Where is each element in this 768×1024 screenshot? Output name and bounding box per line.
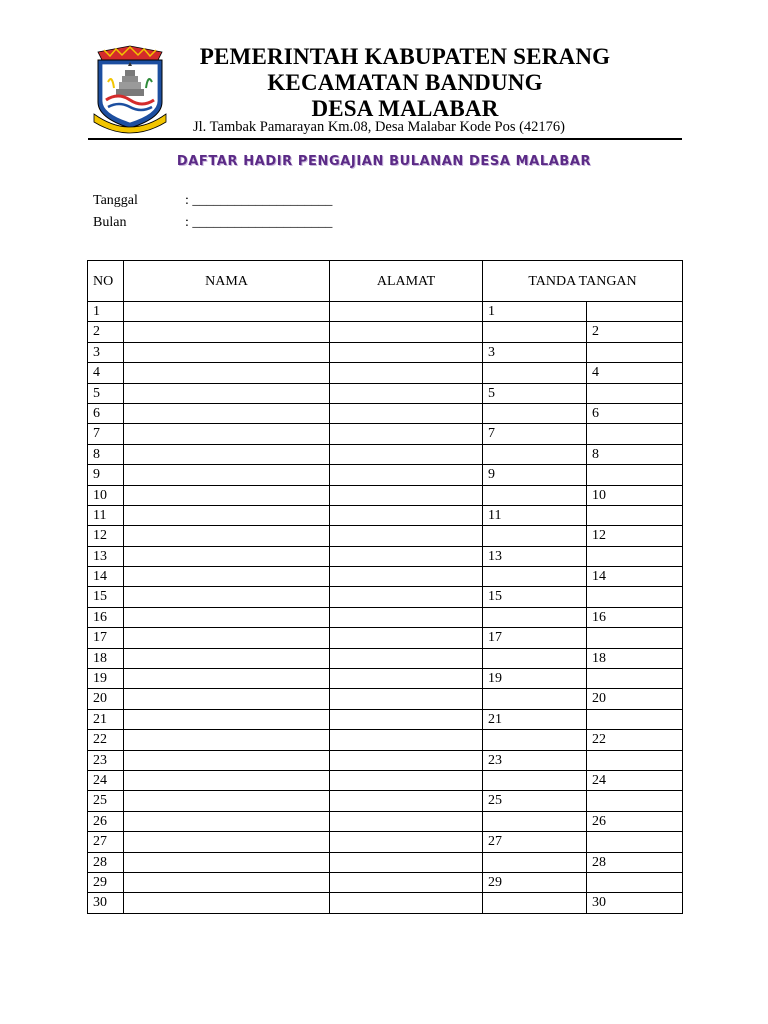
table-row: [88, 811, 683, 831]
signature-cell-right[interactable]: [587, 465, 683, 485]
signature-cell-right[interactable]: [587, 832, 683, 852]
name-cell[interactable]: [124, 485, 330, 505]
table-row: [88, 893, 683, 913]
signature-number-right[interactable]: 4: [587, 363, 683, 383]
address-cell[interactable]: [330, 811, 483, 831]
name-cell[interactable]: [124, 832, 330, 852]
signature-cell-right[interactable]: [587, 342, 683, 362]
signature-number-left[interactable]: 17: [483, 628, 587, 648]
name-cell[interactable]: [124, 424, 330, 444]
row-number: 6: [88, 403, 124, 423]
table-row: [88, 322, 683, 342]
name-cell[interactable]: [124, 872, 330, 892]
row-number: 15: [88, 587, 124, 607]
signature-number-right[interactable]: 18: [587, 648, 683, 668]
name-cell[interactable]: [124, 811, 330, 831]
signature-cell-left[interactable]: [483, 648, 587, 668]
signature-cell-right[interactable]: [587, 302, 683, 322]
address-cell[interactable]: [330, 791, 483, 811]
address-cell[interactable]: [330, 709, 483, 729]
col-nama: NAMA: [124, 261, 330, 302]
signature-cell-right[interactable]: [587, 750, 683, 770]
row-number: 27: [88, 832, 124, 852]
address-cell[interactable]: [330, 770, 483, 790]
signature-cell-right[interactable]: [587, 587, 683, 607]
address-cell[interactable]: [330, 730, 483, 750]
name-cell[interactable]: [124, 587, 330, 607]
address-cell[interactable]: [330, 403, 483, 423]
row-number: 5: [88, 383, 124, 403]
row-number: 20: [88, 689, 124, 709]
signature-number-left[interactable]: 23: [483, 750, 587, 770]
signature-number-left[interactable]: 21: [483, 709, 587, 729]
signature-cell-left[interactable]: [483, 607, 587, 627]
row-number: 18: [88, 648, 124, 668]
row-number: 26: [88, 811, 124, 831]
row-number: 7: [88, 424, 124, 444]
signature-cell-left[interactable]: [483, 811, 587, 831]
address-cell[interactable]: [330, 852, 483, 872]
name-cell[interactable]: [124, 342, 330, 362]
name-cell[interactable]: [124, 302, 330, 322]
table-row: [88, 852, 683, 872]
signature-cell-left[interactable]: [483, 526, 587, 546]
document-title: DAFTAR HADIR PENGAJIAN BULANAN DESA MALABAR: [176, 154, 592, 169]
table-row: [88, 607, 683, 627]
signature-number-left[interactable]: 1: [483, 302, 587, 322]
signature-number-right[interactable]: 26: [587, 811, 683, 831]
row-number: 28: [88, 852, 124, 872]
table-row: [88, 546, 683, 566]
name-cell[interactable]: [124, 730, 330, 750]
signature-number-right[interactable]: 24: [587, 770, 683, 790]
address-cell[interactable]: [330, 505, 483, 525]
address-cell[interactable]: [330, 832, 483, 852]
row-number: 8: [88, 444, 124, 464]
signature-number-right[interactable]: 30: [587, 893, 683, 913]
name-cell[interactable]: [124, 628, 330, 648]
row-number: 12: [88, 526, 124, 546]
attendance-table: [87, 260, 683, 914]
name-cell[interactable]: [124, 669, 330, 689]
col-alamat: ALAMAT: [330, 261, 483, 302]
col-tanda-tangan: TANDA TANGAN: [483, 261, 683, 302]
signature-cell-left[interactable]: [483, 567, 587, 587]
field-month: [93, 215, 332, 231]
name-cell[interactable]: [124, 607, 330, 627]
address-cell[interactable]: [330, 689, 483, 709]
signature-cell-left[interactable]: [483, 893, 587, 913]
signature-cell-right[interactable]: [587, 383, 683, 403]
table-row: [88, 791, 683, 811]
signature-number-left[interactable]: 15: [483, 587, 587, 607]
row-number: 13: [88, 546, 124, 566]
header-line-3: DESA MALABAR: [311, 96, 499, 121]
table-row: [88, 648, 683, 668]
name-cell[interactable]: [124, 893, 330, 913]
row-number: 4: [88, 363, 124, 383]
table-row: [88, 669, 683, 689]
row-number: 23: [88, 750, 124, 770]
header-address: Jl. Tambak Pamarayan Km.08, Desa Malabar Kode Pos (42176): [193, 119, 566, 135]
address-cell[interactable]: [330, 893, 483, 913]
signature-number-right[interactable]: 6: [587, 403, 683, 423]
address-cell[interactable]: [330, 485, 483, 505]
address-cell[interactable]: [330, 750, 483, 770]
name-cell[interactable]: [124, 567, 330, 587]
field-date-label: Tanggal: [93, 193, 138, 208]
row-number: 19: [88, 669, 124, 689]
row-number: 10: [88, 485, 124, 505]
signature-number-right[interactable]: 22: [587, 730, 683, 750]
signature-number-left[interactable]: 3: [483, 342, 587, 362]
header-line-2: KECAMATAN BANDUNG: [267, 70, 543, 95]
row-number: 16: [88, 607, 124, 627]
attendance-rows: [88, 302, 683, 914]
name-cell[interactable]: [124, 791, 330, 811]
row-number: 30: [88, 893, 124, 913]
signature-number-left[interactable]: 11: [483, 505, 587, 525]
signature-cell-left[interactable]: [483, 485, 587, 505]
address-cell[interactable]: [330, 342, 483, 362]
row-number: 25: [88, 791, 124, 811]
signature-number-left[interactable]: 13: [483, 546, 587, 566]
signature-cell-left[interactable]: [483, 770, 587, 790]
table-header-row: [88, 261, 683, 302]
address-cell[interactable]: [330, 567, 483, 587]
signature-number-left[interactable]: 9: [483, 465, 587, 485]
table-row: [88, 526, 683, 546]
signature-cell-left[interactable]: [483, 444, 587, 464]
signature-number-right[interactable]: 10: [587, 485, 683, 505]
table-row: [88, 465, 683, 485]
address-cell[interactable]: [330, 465, 483, 485]
name-cell[interactable]: [124, 689, 330, 709]
address-cell[interactable]: [330, 546, 483, 566]
table-row: [88, 709, 683, 729]
name-cell[interactable]: [124, 750, 330, 770]
signature-number-right[interactable]: 20: [587, 689, 683, 709]
name-cell[interactable]: [124, 383, 330, 403]
letterhead: [190, 44, 620, 122]
table-row: [88, 872, 683, 892]
name-cell[interactable]: [124, 505, 330, 525]
name-cell[interactable]: [124, 546, 330, 566]
signature-number-right[interactable]: 28: [587, 852, 683, 872]
header-line-1: PEMERINTAH KABUPATEN SERANG: [199, 44, 611, 69]
table-row: [88, 342, 683, 362]
table-row: [88, 730, 683, 750]
signature-cell-left[interactable]: [483, 363, 587, 383]
address-cell[interactable]: [330, 872, 483, 892]
row-number: 9: [88, 465, 124, 485]
signature-number-right[interactable]: 14: [587, 567, 683, 587]
signature-cell-right[interactable]: [587, 709, 683, 729]
name-cell[interactable]: [124, 770, 330, 790]
signature-number-right[interactable]: 12: [587, 526, 683, 546]
table-row: [88, 587, 683, 607]
signature-number-right[interactable]: 8: [587, 444, 683, 464]
regency-emblem-icon: [92, 44, 168, 136]
row-number: 2: [88, 322, 124, 342]
signature-cell-right[interactable]: [587, 546, 683, 566]
table-row: [88, 628, 683, 648]
field-date-value[interactable]: : ____________________: [185, 193, 333, 208]
signature-cell-right[interactable]: [587, 628, 683, 648]
table-row: [88, 383, 683, 403]
row-number: 29: [88, 872, 124, 892]
address-cell[interactable]: [330, 587, 483, 607]
row-number: 22: [88, 730, 124, 750]
table-row: [88, 444, 683, 464]
address-cell[interactable]: [330, 628, 483, 648]
table-row: [88, 363, 683, 383]
col-no: NO: [88, 261, 124, 302]
signature-cell-left[interactable]: [483, 322, 587, 342]
signature-number-right[interactable]: 16: [587, 607, 683, 627]
signature-number-right[interactable]: 2: [587, 322, 683, 342]
signature-cell-right[interactable]: [587, 872, 683, 892]
table-row: [88, 770, 683, 790]
address-cell[interactable]: [330, 444, 483, 464]
signature-cell-right[interactable]: [587, 424, 683, 444]
signature-cell-right[interactable]: [587, 505, 683, 525]
signature-cell-right[interactable]: [587, 791, 683, 811]
name-cell[interactable]: [124, 526, 330, 546]
table-row: [88, 750, 683, 770]
row-number: 24: [88, 770, 124, 790]
table-row: [88, 567, 683, 587]
field-month-label: Bulan: [93, 215, 127, 230]
table-row: [88, 505, 683, 525]
field-month-value[interactable]: : ____________________: [185, 215, 333, 230]
table-row: [88, 485, 683, 505]
row-number: 3: [88, 342, 124, 362]
name-cell[interactable]: [124, 465, 330, 485]
address-cell[interactable]: [330, 424, 483, 444]
address-cell[interactable]: [330, 383, 483, 403]
table-row: [88, 832, 683, 852]
header-rule: [88, 138, 682, 140]
table-row: [88, 302, 683, 322]
signature-cell-left[interactable]: [483, 730, 587, 750]
table-row: [88, 424, 683, 444]
row-number: 14: [88, 567, 124, 587]
address-cell[interactable]: [330, 669, 483, 689]
signature-number-left[interactable]: 25: [483, 791, 587, 811]
signature-number-left[interactable]: 29: [483, 872, 587, 892]
name-cell[interactable]: [124, 403, 330, 423]
signature-number-left[interactable]: 5: [483, 383, 587, 403]
signature-cell-left[interactable]: [483, 403, 587, 423]
row-number: 21: [88, 709, 124, 729]
table-row: [88, 403, 683, 423]
address-cell[interactable]: [330, 322, 483, 342]
address-cell[interactable]: [330, 302, 483, 322]
address-cell[interactable]: [330, 363, 483, 383]
name-cell[interactable]: [124, 322, 330, 342]
name-cell[interactable]: [124, 363, 330, 383]
address-cell[interactable]: [330, 526, 483, 546]
address-cell[interactable]: [330, 648, 483, 668]
signature-cell-right[interactable]: [587, 669, 683, 689]
field-date: [93, 193, 332, 209]
name-cell[interactable]: [124, 648, 330, 668]
regency-logo: [92, 44, 168, 136]
signature-number-left[interactable]: 27: [483, 832, 587, 852]
table-row: [88, 689, 683, 709]
signature-number-left[interactable]: 19: [483, 669, 587, 689]
name-cell[interactable]: [124, 444, 330, 464]
row-number: 1: [88, 302, 124, 322]
signature-cell-left[interactable]: [483, 689, 587, 709]
name-cell[interactable]: [124, 852, 330, 872]
address-cell[interactable]: [330, 607, 483, 627]
name-cell[interactable]: [124, 709, 330, 729]
row-number: 17: [88, 628, 124, 648]
signature-cell-left[interactable]: [483, 852, 587, 872]
row-number: 11: [88, 505, 124, 525]
signature-number-left[interactable]: 7: [483, 424, 587, 444]
